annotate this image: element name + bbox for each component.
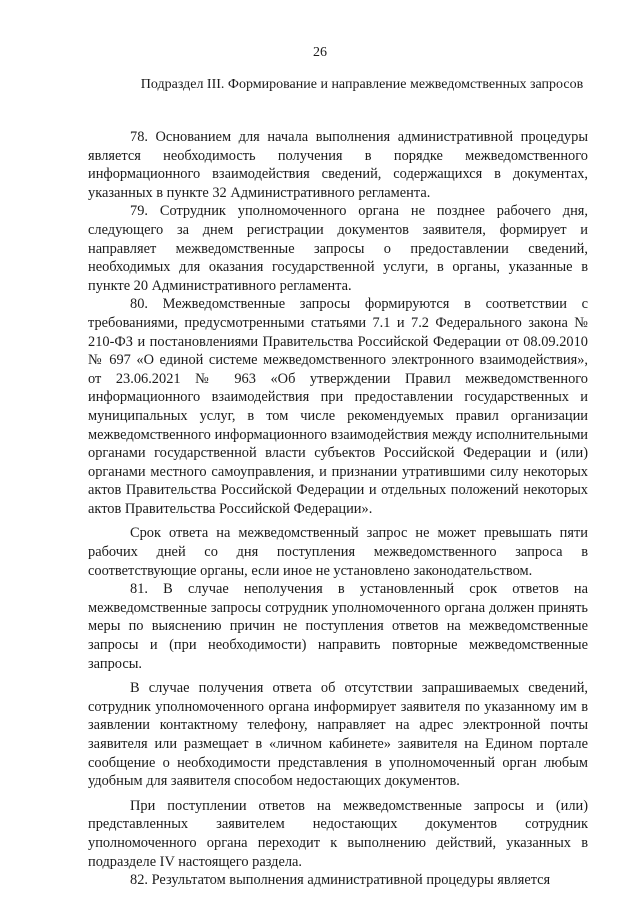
document-body (88, 128, 588, 890)
paragraph-80: 80. Межведомственные запросы формируются в соответствии с требованиями, предусмотренными статьями 7.1 и 7.2 Федерального закона № 210-ФЗ и постановлениями Правительства Российской Федерации от 08.09.2010 № 697 «О единой системе межведомственного электронного взаимодействия», от 23.06.2021 № 963 «Об утверждении Правил межведомственного информационного взаимодействия при предоставлении государственных и муниципальных услуг, в том числе рекомендуемых правил организации межведомственного информационного взаимодействия между исполнительными органами государственной власти субъектов Российской Федерации и (или) органами местного самоуправления, и признании утратившими силу некоторых актов Правительства Российской Федерации и отдельных положений некоторых актов Правительства Российской Федерации». (88, 296, 588, 517)
paragraph-78: 78. Основанием для начала выполнения административной процедуры является необходимость получения в порядке межведомственного информационного взаимодействия сведений, содержащихся в документах, указанных в пункте 32 Административного регламента. (88, 129, 588, 201)
subsection-heading: Подраздел III. Формирование и направление межведомственных запросов (140, 77, 584, 92)
paragraph-response-deadline: Срок ответа на межведомственный запрос не может превышать пяти рабочих дней со дня поступления межведомственного запроса в соответствующие органы, если иное не установлено законодательством. (88, 525, 588, 579)
page-number: 26 (313, 45, 327, 60)
paragraph-79: 79. Сотрудник уполномоченного органа не позднее рабочего дня, следующего за днем регистрации документов заявителя, формирует и направляет межведомственные запросы о предоставлении сведений, необходимых для оказания государственной услуги, в органы, указанные в пункте 20 Административного регламента. (88, 203, 588, 294)
paragraph-missing-info: В случае получения ответа об отсутствии запрашиваемых сведений, сотрудник уполномоченного органа информирует заявителя по указанному им в заявлении контактному телефону, направляет на адрес электронной почты заявителя или размещает в «личном кабинете» заявителя на Едином портале сообщение о необходимости представления в уполномоченный орган любым удобным для заявителя способом недостающих документов. (88, 680, 588, 790)
paragraph-81: 81. В случае неполучения в установленный срок ответов на межведомственные запросы сотрудник уполномоченного органа должен принять меры по выяснению причин не поступления ответов на межведомственные запросы и (при необходимости) направить повторные межведомственные запросы. (88, 581, 588, 672)
paragraph-82: 82. Результатом выполнения административной процедуры является (130, 872, 551, 889)
paragraph-responses-received: При поступлении ответов на межведомственные запросы и (или) представленных заявителем недостающих документов сотрудник уполномоченного органа переходит к выполнению действий, указанных в подразделе IV настоящего раздела. (88, 797, 588, 870)
